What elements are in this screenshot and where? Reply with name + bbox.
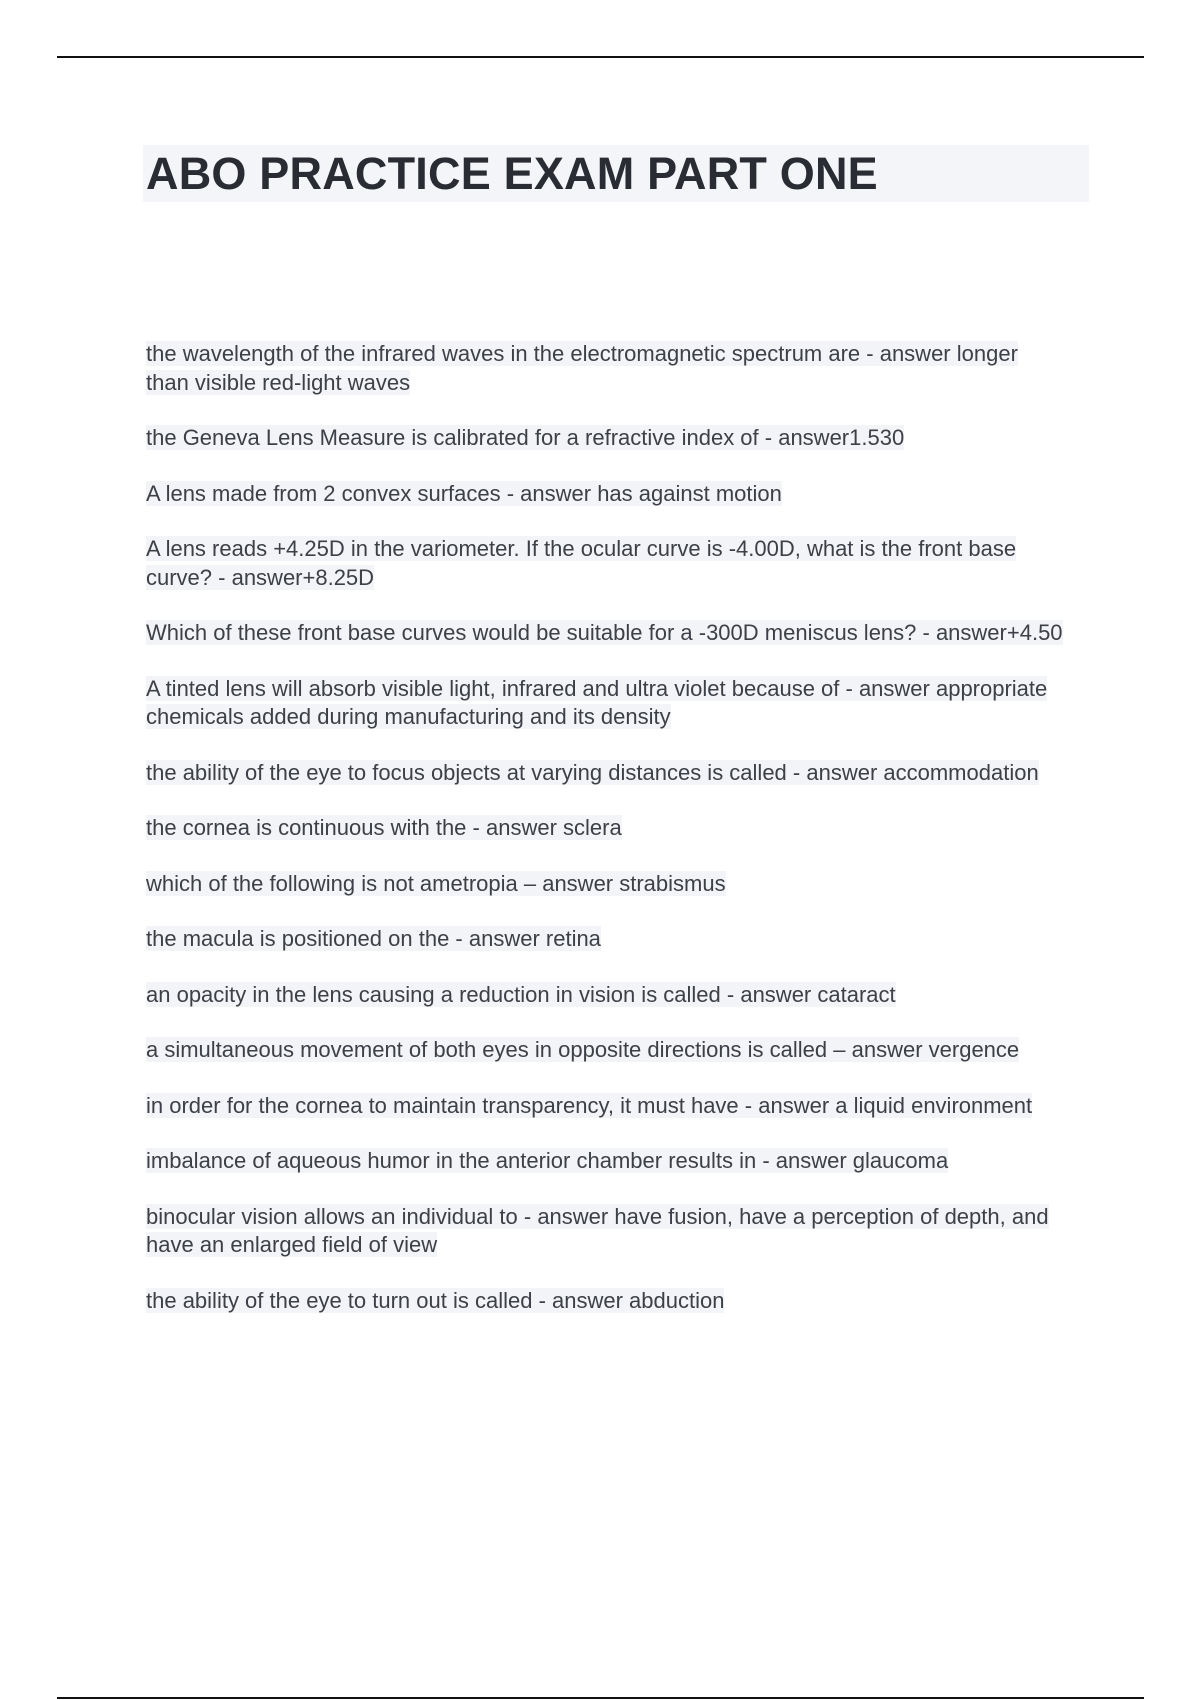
question-answer-list [146, 340, 1066, 1342]
qa-item [146, 424, 1066, 453]
qa-text: imbalance of aqueous humor in the anterior chamber results in - answer glaucoma [146, 1148, 949, 1173]
top-divider [57, 56, 1144, 58]
qa-item [146, 1036, 1066, 1065]
qa-item [146, 480, 1066, 509]
bottom-divider [57, 1697, 1144, 1699]
qa-text: A lens reads +4.25D in the variometer. If the ocular curve is -4.00D, what is the front base curve? - answer+8.25D [146, 536, 1017, 590]
qa-item [146, 925, 1066, 954]
qa-text: which of the following is not ametropia – answer strabismus [146, 870, 726, 896]
qa-item [146, 981, 1066, 1010]
qa-text: the ability of the eye to turn out is called - answer abduction [146, 1287, 725, 1313]
qa-item [146, 814, 1066, 843]
qa-text: the macula is positioned on the - answer retina [146, 926, 601, 951]
qa-item [146, 1147, 1066, 1176]
qa-item [146, 1092, 1066, 1121]
qa-text: Which of these front base curves would be suitable for a -300D meniscus lens? - answer+4.50 [146, 620, 1063, 645]
qa-text: a simultaneous movement of both eyes in opposite directions is called – answer vergence [146, 1037, 1020, 1062]
qa-text: in order for the cornea to maintain transparency, it must have - answer a liquid environment [146, 1092, 1033, 1118]
qa-text: A lens made from 2 convex surfaces - answer has against motion [146, 480, 782, 506]
qa-text: the ability of the eye to focus objects at varying distances is called - answer accommodation [146, 759, 1039, 785]
qa-text: A tinted lens will absorb visible light, infrared and ultra violet because of - answer appropriate chemicals added during manufacturing and its density [146, 675, 1048, 729]
qa-item [146, 1287, 1066, 1316]
qa-item [146, 619, 1066, 648]
qa-text: the cornea is continuous with the - answer sclera [146, 815, 622, 840]
qa-item [146, 759, 1066, 788]
qa-text: the wavelength of the infrared waves in the electromagnetic spectrum are - answer longer than visible red-light waves [146, 341, 1018, 395]
qa-item [146, 870, 1066, 899]
qa-text: an opacity in the lens causing a reduction in vision is called - answer cataract [146, 981, 896, 1007]
qa-item [146, 1203, 1066, 1260]
page-title: ABO PRACTICE EXAM PART ONE [146, 148, 878, 199]
qa-text: binocular vision allows an individual to - answer have fusion, have a perception of depth, and have an enlarged field of view [146, 1203, 1049, 1257]
qa-item [146, 340, 1066, 397]
qa-item [146, 675, 1066, 732]
qa-text: the Geneva Lens Measure is calibrated for a refractive index of - answer1.530 [146, 425, 905, 450]
qa-item [146, 535, 1066, 592]
